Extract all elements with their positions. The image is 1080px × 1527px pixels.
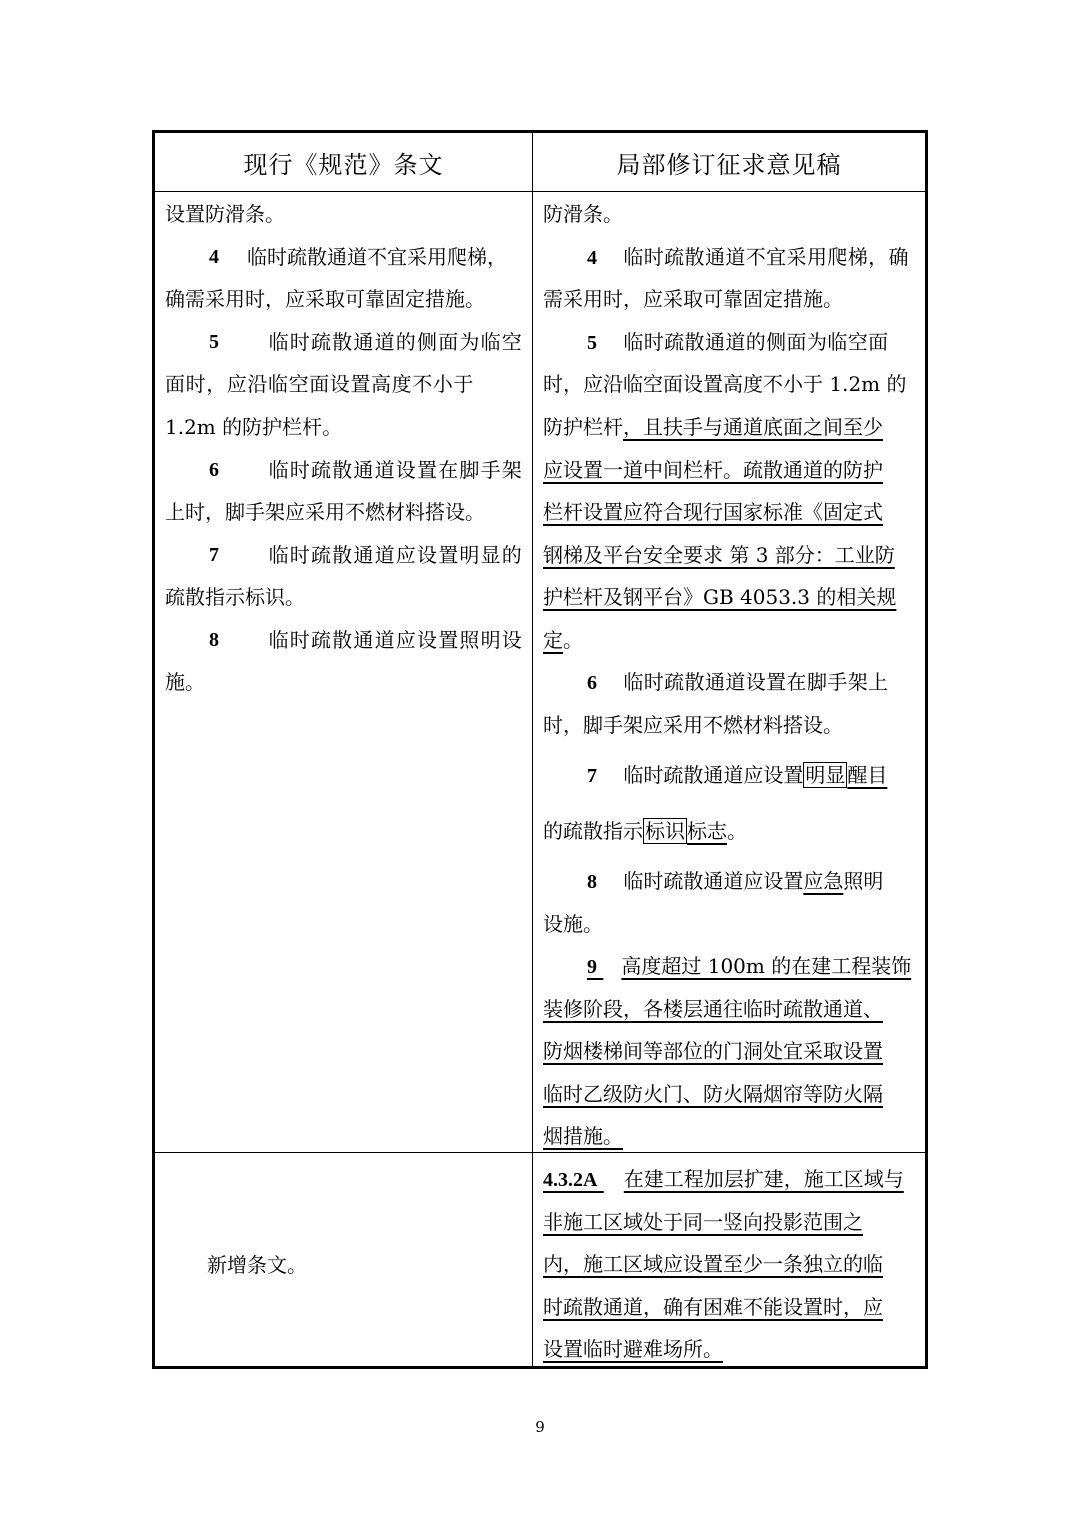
right-line: 临时疏散通道设置在脚手架上: [623, 670, 889, 694]
inserted-text: 钢梯及平台安全要求 第 3 部分：工业防: [543, 543, 895, 567]
right-line: 临时疏散通道的侧面为临空面: [623, 330, 889, 354]
page-number: 9: [535, 1418, 545, 1436]
inserted-text: 高度超过 100m 的在建工程装饰: [621, 954, 912, 978]
left-line: 1.2m 的防护栏杆。: [165, 415, 343, 439]
left-item-7: [209, 540, 523, 570]
item-number: 6: [209, 459, 219, 481]
inserted-text: 装修阶段，各楼层通往临时疏散通道、: [543, 997, 883, 1021]
item-number: 5: [209, 331, 219, 353]
inserted-text: 在建工程加层扩建，施工区域与: [623, 1167, 904, 1191]
right-line: 临时疏散通道不宜采用爬梯，确: [623, 245, 909, 269]
row-divider: [155, 1152, 925, 1153]
inserted-text: 内，施工区域应设置至少一条独立的临: [543, 1252, 883, 1276]
right-line: [543, 816, 747, 846]
inserted-text: 非施工区域处于同一竖向投影范围之: [543, 1210, 863, 1234]
item-number: 9: [587, 956, 597, 978]
inserted-text: 烟措施。: [543, 1124, 623, 1148]
left-item-6: [209, 455, 523, 485]
text-span: 的疏散指示: [543, 819, 643, 843]
left-item-4: [209, 242, 523, 272]
left-line: 设置防滑条。: [165, 202, 285, 226]
header-revision-draft: 局部修订征求意见稿: [616, 150, 842, 179]
deleted-text-box: 明显: [805, 763, 846, 787]
left-line: 确需采用时，应采取可靠固定措施。: [165, 287, 485, 311]
left-line: 上时，脚手架应采用不燃材料搭设。: [165, 500, 485, 524]
item-number: 6: [587, 672, 597, 694]
right-line: 设施。: [543, 912, 603, 936]
clause-id: 4.3.2A: [543, 1169, 598, 1191]
right-line: 时，应沿临空面设置高度不小于 1.2m 的: [543, 372, 907, 396]
right-item-9: [587, 951, 911, 982]
right-item-5: [587, 327, 889, 358]
right-item-4: [587, 242, 909, 273]
right-item-7: [587, 760, 887, 791]
comparison-table: [152, 130, 928, 1369]
inserted-text: 醒目: [847, 763, 888, 787]
right-item-8: [587, 866, 883, 897]
inserted-text: 防烟楼梯间等部位的门洞处宜采取设置: [543, 1039, 883, 1063]
left-item-5: [209, 327, 523, 357]
item-number: 7: [587, 765, 597, 787]
text-span: 临时疏散通道应设置: [623, 763, 804, 787]
right-line: [543, 625, 583, 655]
item-number: 5: [587, 332, 597, 354]
item-number: 8: [209, 629, 219, 651]
item-number: 7: [209, 544, 219, 566]
left-line: 临时疏散通道应设置明显的: [268, 543, 523, 567]
text-span: 。: [563, 628, 583, 652]
item-number: 4: [587, 247, 597, 269]
left-line: 施。: [165, 670, 205, 694]
header-current-clause: 现行《规范》条文: [243, 150, 444, 179]
right-line: 需采用时，应采取可靠固定措施。: [543, 287, 843, 311]
header-divider: [155, 191, 925, 192]
text-span: 照明: [843, 869, 884, 893]
inserted-text: 应设置一道中间栏杆。疏散通道的防护: [543, 458, 883, 482]
left-line: 面时，应沿临空面设置高度不小于: [165, 372, 474, 396]
text-span: 。: [727, 819, 747, 843]
inserted-text: 设置临时避难场所。: [543, 1337, 723, 1361]
new-clause-text: 新增条文。: [207, 1253, 307, 1277]
left-line: 临时疏散通道设置在脚手架: [268, 458, 523, 482]
inserted-text: ，且扶手与通道底面之间至少: [623, 415, 883, 439]
inserted-text: 标志: [687, 819, 727, 843]
text-span: 防护栏杆: [543, 415, 623, 439]
inserted-text: 临时乙级防火门、防火隔烟帘等防火隔: [543, 1082, 883, 1106]
text-span: 临时疏散通道应设置: [623, 869, 804, 893]
inserted-text: 栏杆设置应符合现行国家标准《固定式: [543, 500, 883, 524]
column-divider: [532, 133, 533, 1366]
right-line: 时，脚手架应采用不燃材料搭设。: [543, 713, 843, 737]
right-line: [543, 412, 883, 442]
left-line: 疏散指示标识。: [165, 585, 305, 609]
left-line: 临时疏散通道不宜采用爬梯，: [247, 245, 507, 269]
inserted-text: 应急: [803, 869, 844, 893]
left-line: 临时疏散通道的侧面为临空: [268, 330, 523, 354]
deleted-text-box: 标识: [645, 819, 685, 843]
item-number: 8: [587, 871, 597, 893]
left-item-8: [209, 625, 523, 655]
new-clause-line: [543, 1164, 904, 1195]
inserted-text: 时疏散通道，确有困难不能设置时，应: [543, 1295, 883, 1319]
inserted-text: 定: [543, 628, 563, 652]
right-item-6: [587, 667, 889, 698]
item-number: 4: [209, 246, 219, 268]
left-line: 临时疏散通道应设置照明设: [268, 628, 523, 652]
right-line: 防滑条。: [543, 202, 623, 226]
inserted-text: 护栏杆及钢平台》GB 4053.3 的相关规: [543, 585, 897, 609]
